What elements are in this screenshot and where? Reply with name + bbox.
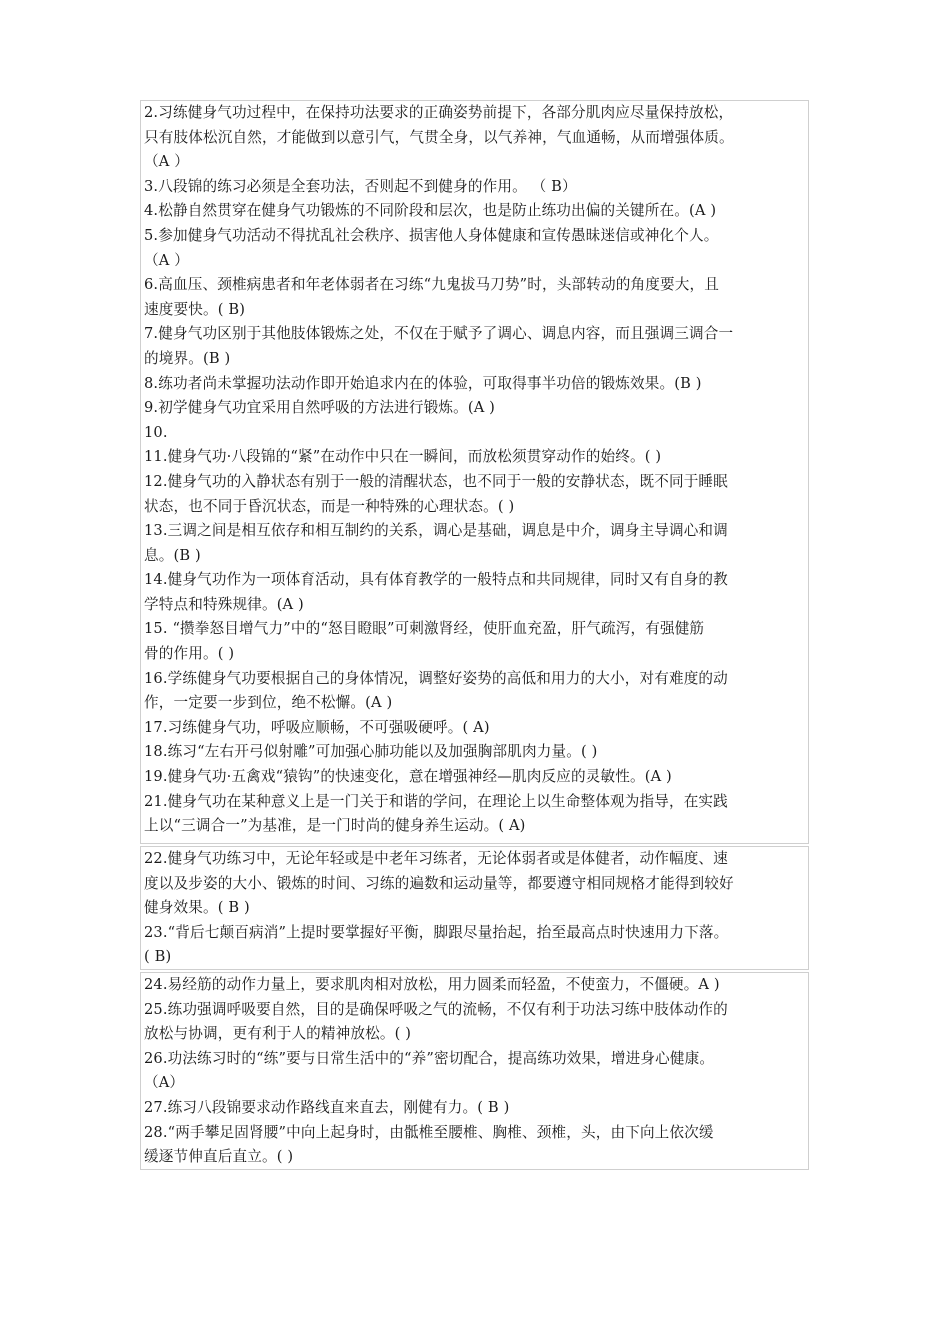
text-line: 24.易经筋的动作力量上，要求肌肉相对放松，用力圆柔而轻盈，不使蛮力，不僵硬。A ) xyxy=(144,976,720,993)
text-line: 上以“三调合一”为基准，是一门时尚的健身养生运动。( A) xyxy=(144,817,526,835)
question-block-1 xyxy=(140,100,809,844)
text-line: 3.八段锦的练习必须是全套功法，否则起不到健身的作用。 （ B） xyxy=(144,177,577,195)
text-line: 22.健身气功练习中，无论年轻或是中老年习练者，无论体弱者或是体健者，动作幅度、速 xyxy=(144,850,728,867)
text-line: 19.健身气功·五禽戏“猿钩”的快速变化，意在增强神经—肌肉反应的灵敏性。(A ) xyxy=(144,768,672,786)
text-line: 27.练习八段锦要求动作路线直来直去，刚健有力。( B ) xyxy=(144,1098,510,1116)
question-block-3 xyxy=(140,972,809,1170)
text-line: 14.健身气功作为一项体育活动，具有体育教学的一般特点和共同规律，同时又有自身的教 xyxy=(144,571,728,589)
text-line: 25.练功强调呼吸要自然，目的是确保呼吸之气的流畅，不仅有利于功法习练中肢体动作的 xyxy=(144,1000,728,1018)
text-line: 28.“两手攀足固肾腰”中向上起身时，由骶椎至腰椎、胸椎、颈椎，头，由下向上依次缓 xyxy=(144,1123,714,1141)
text-line: 学特点和特殊规律。(A ) xyxy=(144,595,304,613)
text-line: 的境界。(B ) xyxy=(144,349,231,367)
text-line: 15. “攒拳怒目增气力”中的“怒目瞪眼”可刺激肾经，使肝血充盈，肝气疏泻，有强健筋 xyxy=(144,620,705,638)
text-line: 5.参加健身气功活动不得扰乱社会秩序、损害他人身体健康和宣传愚昧迷信或神化个人。 xyxy=(144,226,719,244)
text-line: 2.习练健身气功过程中，在保持功法要求的正确姿势前提下，各部分肌肉应尽量保持放松， xyxy=(144,104,734,121)
text-line: 度以及步姿的大小、锻炼的时间、习练的遍数和运动量等，都要遵守相同规格才能得到较好 xyxy=(144,874,734,892)
text-line: 11.健身气功·八段锦的“紧”在动作中只在一瞬间，而放松须贯穿动作的始终。( ) xyxy=(144,448,662,466)
text-line: 16.学练健身气功要根据自己的身体情况，调整好姿势的高低和用力的大小，对有难度的动 xyxy=(144,669,728,687)
text-line: 23.“背后七颠百病消”上提时要掌握好平衡，脚跟尽量抬起，抬至最高点时快速用力下落。 xyxy=(144,923,729,941)
text-line: 13.三调之间是相互依存和相互制约的关系，调心是基础，调息是中介，调身主导调心和调 xyxy=(144,522,728,540)
text-line: 6.高血压、颈椎病患者和年老体弱者在习练“九鬼拔马刀势”时，头部转动的角度要大，且 xyxy=(144,276,719,294)
question-block-2 xyxy=(140,846,809,970)
text-line: 17.习练健身气功，呼吸应顺畅，不可强吸硬呼。( A) xyxy=(144,718,490,736)
text-line: 速度要快。( B) xyxy=(144,300,246,318)
text-line: 10. xyxy=(144,423,168,441)
text-line: ( B) xyxy=(144,948,172,966)
text-line: 缓逐节伸直后直立。( ) xyxy=(144,1148,294,1166)
text-line: 作，一定要一步到位，绝不松懈。(A ) xyxy=(144,694,393,712)
text-line: 8.练功者尚未掌握功法动作即开始追求内在的体验，可取得事半功倍的锻炼效果。(B ) xyxy=(144,374,702,392)
text-line: （A ） xyxy=(144,153,189,171)
text-line: 4.松静自然贯穿在健身气功锻炼的不同阶段和层次，也是防止练功出偏的关键所在。(A ) xyxy=(144,202,717,220)
text-line: 骨的作用。( ) xyxy=(144,645,235,663)
text-line: 26.功法练习时的“练”要与日常生活中的“养”密切配合，提高练功效果，增进身心健康。 xyxy=(144,1049,715,1067)
text-line: 息。(B ) xyxy=(144,546,201,564)
text-line: 放松与协调，更有利于人的精神放松。( ) xyxy=(144,1025,412,1043)
text-line: 21.健身气功在某种意义上是一门关于和谐的学问，在理论上以生命整体观为指导，在实践 xyxy=(144,792,728,810)
text-line: 7.健身气功区别于其他肢体锻炼之处，不仅在于赋予了调心、调息内容，而且强调三调合一 xyxy=(144,325,734,343)
text-line: （A） xyxy=(144,1074,185,1092)
text-line: 9.初学健身气功宜采用自然呼吸的方法进行锻炼。(A ) xyxy=(144,399,496,417)
text-line: 只有肢体松沉自然，才能做到以意引气，气贯全身，以气养神，气血通畅，从而增强体质。 xyxy=(144,128,734,146)
text-line: 18.练习“左右开弓似射雕”可加强心肺功能以及加强胸部肌肉力量。( ) xyxy=(144,743,598,761)
text-line: 12.健身气功的入静状态有别于一般的清醒状态，也不同于一般的安静状态，既不同于睡眠 xyxy=(144,472,728,490)
text-line: 健身效果。( B ) xyxy=(144,899,250,917)
text-line: （A ） xyxy=(144,251,189,269)
text-line: 状态，也不同于昏沉状态，而是一种特殊的心理状态。( ) xyxy=(144,497,515,515)
